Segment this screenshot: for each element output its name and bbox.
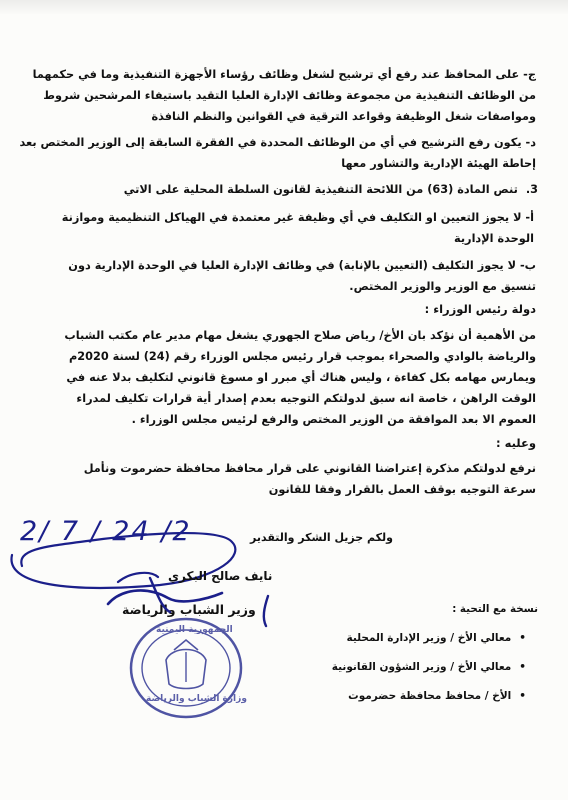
request-line: نرفع لدولتكم مذكرة إعتراضنا القانوني على قرار محافظ محافظة حضرموت ونأمل <box>83 462 536 475</box>
cc-item: • معالي الأخ / وزير الإدارة المحلية <box>346 632 526 644</box>
paragraph-b-line: تنسيق مع الوزير والوزير المختص. <box>349 280 536 293</box>
stamp-bottom-text: وزارة الشباب والرياضة <box>146 694 247 704</box>
signatory-title: وزير الشباب والرياضة <box>122 602 256 617</box>
request-line: سرعة التوجيه بوقف العمل بالقرار وفقا للقانون <box>268 483 536 496</box>
handwritten-date: 2/ 7 / 24 /2 <box>20 516 192 547</box>
body-line: من الأهمية أن نؤكد بان الأخ/ رياض صلاح الجهوري يشغل مهام مدير عام مكتب الشباب <box>64 329 536 342</box>
body-line: العموم الا بعد الموافقة من الوزير المختص والرفع لرئيس مجلس الوزراء . <box>131 413 536 426</box>
paragraph-a-line: أ- لا يجوز التعيين او التكليف في أي وظيفة غير معتمدة في الهياكل التنظيمية وموازنة <box>61 211 534 224</box>
cc-item: • الأخ / محافظ محافظة حضرموت <box>348 690 526 702</box>
paragraph-d-line: إحاطة الهيئة الإدارية والتشاور معها <box>341 157 536 170</box>
body-line: والرياضة بالوادي والصحراء بموجب قرار رئيس مجلس الوزراء رقم (24) لسنة 2020م <box>68 350 536 363</box>
paragraph-j-line: ومواصفات شغل الوظيفة وقواعد الترقية في القوانين والنظم النافذة <box>151 110 536 123</box>
cc-header: نسخة مع التحية : <box>452 603 538 615</box>
paragraph-a-line: الوحدة الإدارية <box>453 232 534 245</box>
signatory-name: نايف صالح البكري <box>168 569 273 583</box>
paragraph-d-line: د- يكون رفع الترشيح في أي من الوظائف المحددة في الفقرة السابقة إلى الوزير المختص بعد <box>19 136 536 149</box>
body-line: الوقت الراهن ، خاصة انه سبق لدولتكم التوجيه بعدم إصدار أية قرارات تكليف لمدراء <box>76 392 536 405</box>
body-line: ويمارس مهامه بكل كفاءة ، وليس هناك أي مبرر او مسوغ قانوني لتكليف بدلا عنه في <box>66 371 536 384</box>
item-3-text: تنص المادة (63) من اللائحة التنفيذية لقانون السلطة المحلية على الاتي <box>123 183 518 196</box>
cc-item: • معالي الأخ / وزير الشؤون القانونية <box>332 661 526 673</box>
paragraph-j-line: ج- على المحافظ عند رفع أي ترشيح لشغل وظائف رؤساء الأجهزة التنفيذية وما في حكمهما <box>32 68 536 81</box>
pm-salutation: دولة رئيس الوزراء : <box>424 302 536 316</box>
item-3-number: 3. <box>525 183 538 196</box>
paragraph-j-line: من الوظائف التنفيذية من مجموعة وظائف الإدارة العليا التقيد باستيفاء المرشحين شروط <box>43 89 536 102</box>
paragraph-b-line: ب- لا يجوز التكليف (التعيين بالإنابة) في وظائف الإدارة العليا في الوحدة الإدارية دون <box>68 259 536 272</box>
therefore-heading: وعليه : <box>496 436 536 450</box>
closing-thanks: ولكم جزيل الشكر والتقدير <box>250 531 394 544</box>
stamp-top-text: الجمهورية اليمنية <box>156 625 233 635</box>
